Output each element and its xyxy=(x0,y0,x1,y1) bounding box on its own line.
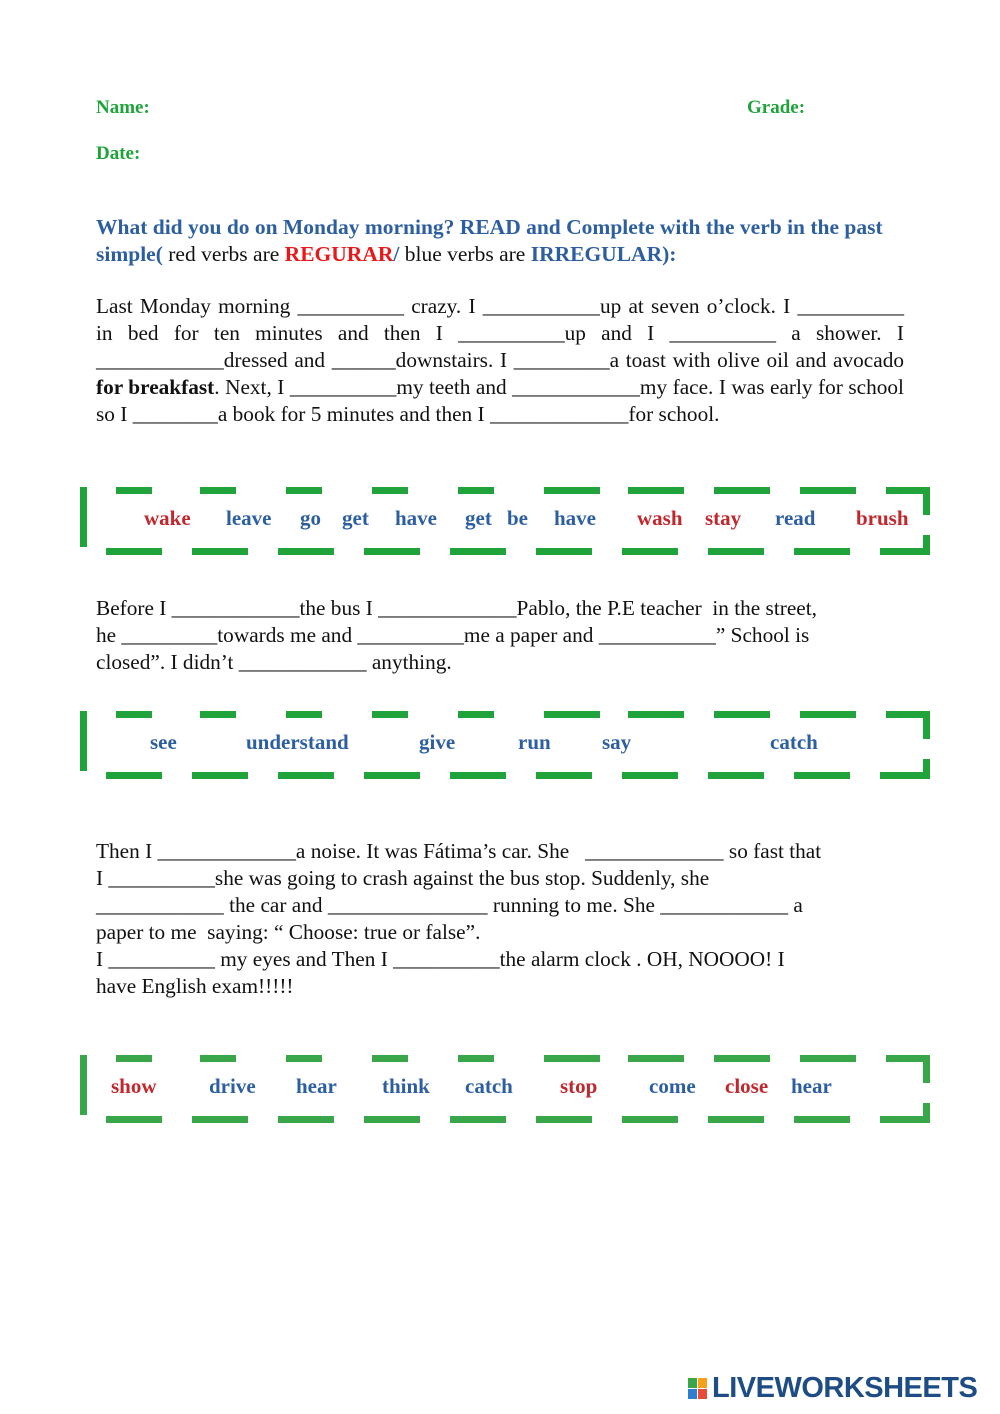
verb-word[interactable]: brush xyxy=(856,506,909,530)
verb-word[interactable]: say xyxy=(602,730,632,754)
text-run: downstairs. I xyxy=(395,348,514,372)
verb-word[interactable]: stay xyxy=(705,506,742,530)
text-run: a book for 5 minutes and then I xyxy=(217,402,490,426)
answer-blank[interactable]: __________ xyxy=(797,294,904,318)
story-paragraph-1 xyxy=(96,293,904,428)
text-run: for school. xyxy=(628,402,720,426)
paragraph-line: he _________towards me and __________me a paper and ___________” School is xyxy=(96,623,810,647)
answer-blank[interactable]: ________ xyxy=(132,402,218,426)
paragraph-line: Before I ____________the bus I _____________Pablo, the P.E teacher in the street, xyxy=(96,596,817,620)
text-run: up at seven o’clock. I xyxy=(599,294,798,318)
verb-word[interactable]: understand xyxy=(246,730,349,754)
verb-word[interactable]: close xyxy=(725,1074,769,1098)
story-paragraph-3 xyxy=(96,838,904,1000)
text-run: a shower. I xyxy=(776,321,904,345)
text-run: my face. I was early for school so I xyxy=(96,375,904,426)
verb-word[interactable]: go xyxy=(300,506,321,530)
instructions-part1: What did you do on Monday morning? READ and Complete with the verb in the past simple( xyxy=(96,215,883,266)
verb-word[interactable]: hear xyxy=(791,1074,832,1098)
answer-blank[interactable]: __________ xyxy=(289,375,397,399)
verb-word[interactable]: catch xyxy=(465,1074,513,1098)
paragraph-line: I __________she was going to crash against the bus stop. Suddenly, she xyxy=(96,866,710,890)
verb-word[interactable]: have xyxy=(395,506,437,530)
instructions-regular: REGURAR xyxy=(284,242,394,266)
paragraph-line: closed”. I didn’t ____________ anything. xyxy=(96,650,452,674)
answer-blank[interactable]: _____________ xyxy=(489,402,629,426)
verb-word[interactable]: wake xyxy=(144,506,191,530)
paragraph-line: ____________ the car and _______________ running to me. She ____________ a xyxy=(96,893,803,917)
verb-box-1 xyxy=(80,487,932,557)
answer-blank[interactable]: __________ xyxy=(297,294,404,318)
liveworksheets-logo[interactable] xyxy=(688,1372,988,1406)
grade-label: Grade: xyxy=(747,97,806,118)
bold-phrase: for breakfast xyxy=(96,375,215,399)
verb-word[interactable]: think xyxy=(382,1074,430,1098)
text-run: up and I xyxy=(564,321,670,345)
verb-word[interactable]: get xyxy=(465,506,492,530)
name-label: Name: xyxy=(96,97,150,118)
answer-blank[interactable]: ______ xyxy=(331,348,396,372)
logo-text: LIVEWORKSHEETS xyxy=(712,1372,978,1404)
verb-box-3 xyxy=(80,1055,932,1125)
verb-word[interactable]: leave xyxy=(226,506,272,530)
verb-word[interactable]: run xyxy=(518,730,551,754)
answer-blank[interactable]: ____________ xyxy=(512,375,640,399)
verb-word[interactable]: get xyxy=(342,506,369,530)
verb-word[interactable]: hear xyxy=(296,1074,337,1098)
answer-blank[interactable]: _________ xyxy=(513,348,610,372)
verb-word[interactable]: show xyxy=(111,1074,157,1098)
answer-blank[interactable]: ____________ xyxy=(96,348,224,372)
text-run: a toast with olive oil and avocado xyxy=(609,348,904,372)
verb-word[interactable]: catch xyxy=(770,730,818,754)
text-run: dressed and xyxy=(223,348,332,372)
text-run: my teeth and xyxy=(396,375,513,399)
paragraph-line: have English exam!!!!! xyxy=(96,974,294,998)
verb-box-2 xyxy=(80,711,932,781)
answer-blank[interactable]: ___________ xyxy=(482,294,600,318)
verb-word[interactable]: come xyxy=(649,1074,696,1098)
instructions-irregular: IRREGULAR): xyxy=(530,242,677,266)
instructions-part5: blue verbs are xyxy=(399,242,531,266)
paragraph-line: Then I _____________a noise. It was Fátima’s car. She _____________ so fast that xyxy=(96,839,822,863)
verb-word[interactable]: wash xyxy=(637,506,683,530)
verb-word[interactable]: see xyxy=(150,730,177,754)
instructions-heading xyxy=(96,214,896,268)
answer-blank[interactable]: __________ xyxy=(669,321,777,345)
date-label: Date: xyxy=(96,143,141,164)
instructions-slash: / xyxy=(393,242,400,266)
paragraph-line: I __________ my eyes and Then I __________the alarm clock . OH, NOOOO! I xyxy=(96,947,785,971)
answer-blank[interactable]: __________ xyxy=(458,321,565,345)
verb-word[interactable]: read xyxy=(775,506,816,530)
text-run: crazy. I xyxy=(403,294,483,318)
text-run: Last Monday morning xyxy=(96,294,298,318)
liveworksheets-logo-icon xyxy=(688,1378,708,1400)
verb-word[interactable]: be xyxy=(507,506,528,530)
text-run: in bed for ten minutes and then I xyxy=(96,321,459,345)
verb-word[interactable]: stop xyxy=(560,1074,598,1098)
story-paragraph-2 xyxy=(96,595,904,676)
verb-word[interactable]: have xyxy=(554,506,596,530)
verb-word[interactable]: drive xyxy=(209,1074,256,1098)
verb-word[interactable]: give xyxy=(419,730,456,754)
paragraph-line: paper to me saying: “ Choose: true or false”. xyxy=(96,920,481,944)
instructions-part2: red verbs are xyxy=(162,242,285,266)
text-run: . Next, I xyxy=(214,375,290,399)
